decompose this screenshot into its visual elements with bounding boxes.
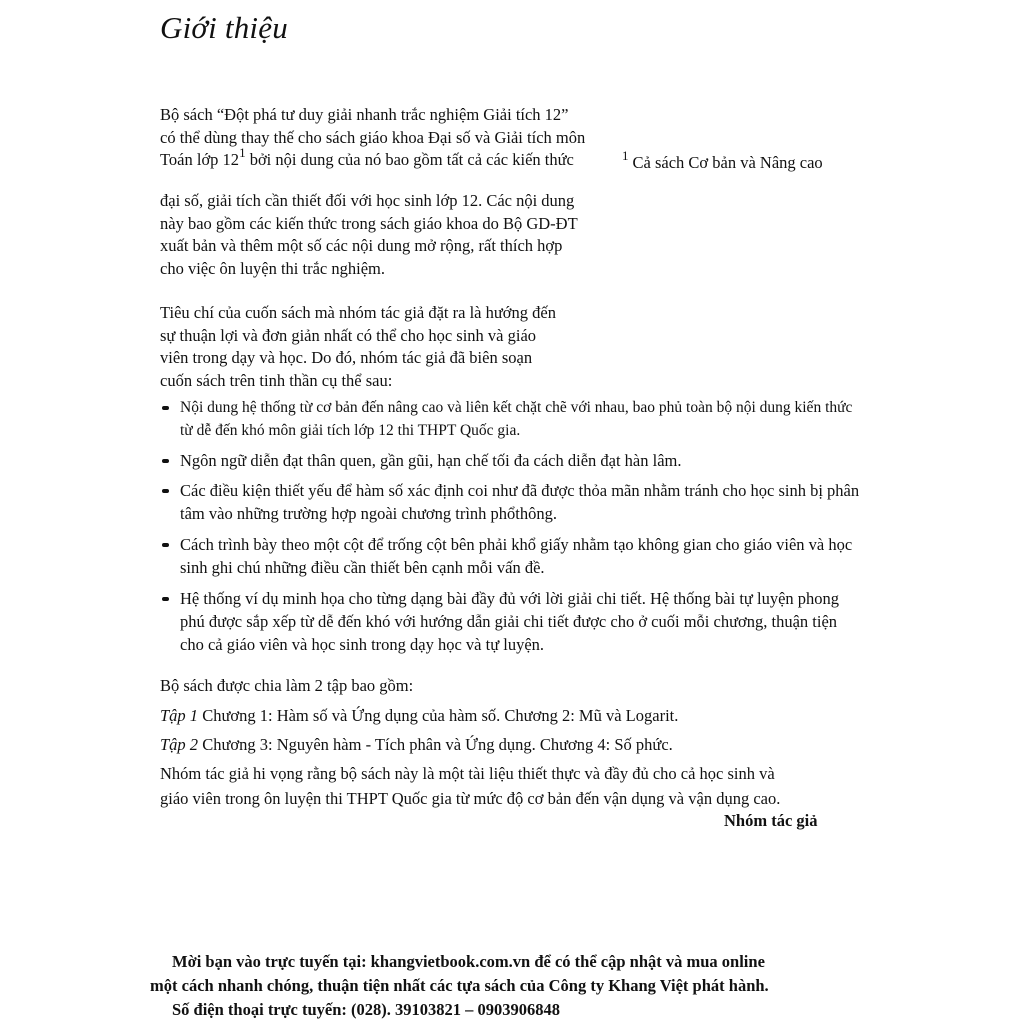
list-item: Các điều kiện thiết yếu để hàm số xác định coi như đã được thỏa mãn nhằm tránh cho học sinh bị phân tâm vào những trường hợp ngoài chương trình phổthông. — [160, 479, 860, 525]
intro-line: xuất bản và thêm một số các nội dung mở rộng, rất thích hợp — [160, 236, 563, 255]
bullet-icon — [162, 406, 169, 410]
list-item: Hệ thống ví dụ minh họa cho từng dạng bài đầy đủ với lời giải chi tiết. Hệ thống bài tự luyện phong phú được sắp xếp từ dễ đến khó với hướng dẫn giải chi tiết được cho ở cuối mỗi chương, thuận tiện cho cả giáo viên và học sinh trong dạy học và tự luyện. — [160, 587, 860, 656]
volume-1-label: Tập 1 — [160, 706, 199, 725]
volume-1 — [160, 705, 678, 727]
intro-line: Toán lớp 12$^1$ bởi nội dung của nó bao gồm tất cả các kiến thức — [160, 145, 574, 169]
bullet-icon — [162, 489, 169, 493]
criteria-paragraph — [160, 302, 632, 392]
intro-line: có thể dùng thay thế cho sách giáo khoa Đại số và Giải tích môn — [160, 127, 586, 147]
criteria-line: viên trong dạy và học. Do đó, nhóm tác giả đã biên soạn — [160, 348, 533, 367]
footer-line: Mời bạn vào trực tuyến tại: khangvietbook.com.vn để có thể cập nhật và mua online — [172, 952, 765, 971]
list-item: Nội dung hệ thống từ cơ bản đến nâng cao và liên kết chặt chẽ với nhau, bao phủ toàn bộ nội dung kiến thức từ dễ đến khó môn giải tích lớp 12 thi THPT Quốc gia. — [160, 396, 860, 442]
footer — [150, 950, 880, 1022]
intro-paragraph-continued — [160, 190, 632, 280]
footer-phone: Số điện thoại trực tuyến: (028). 39103821 – 0903906848 — [172, 1000, 561, 1019]
footnote — [622, 148, 823, 174]
footnote-reference[interactable]: 1 — [239, 145, 246, 160]
volume-2 — [160, 734, 673, 756]
closing-line: giáo viên trong ôn luyện thi THPT Quốc gia từ mức độ cơ bản đến vận dụng và vận dụng cao. — [160, 789, 781, 808]
list-item: Cách trình bày theo một cột để trống cột bên phải khổ giấy nhằm tạo không gian cho giáo viên và học sinh ghi chú những điều cần thiết bên cạnh mỗi vấn đề. — [160, 533, 860, 579]
intro-line: cho việc ôn luyện thi trắc nghiệm. — [160, 258, 385, 278]
intro-line: này bao gồm các kiến thức trong sách giáo khoa do Bộ GD-ĐT — [160, 213, 578, 233]
criteria-line: cuốn sách trên tinh thần cụ thể sau: — [160, 370, 393, 390]
signature: Nhóm tác giả — [724, 811, 818, 830]
volumes-intro: Bộ sách được chia làm 2 tập bao gồm: — [160, 676, 414, 695]
criteria-line: Tiêu chí của cuốn sách mà nhóm tác giả đặt ra là hướng đến — [160, 303, 556, 322]
volume-2-label: Tập 2 — [160, 735, 199, 754]
bullet-icon — [162, 459, 169, 463]
volume-1-text: Chương 1: Hàm số và Ứng dụng của hàm số. Chương 2: Mũ và Logarit. — [198, 706, 679, 725]
intro-line: Bộ sách “Đột phá tư duy giải nhanh trắc nghiệm Giải tích 12” — [160, 105, 569, 124]
intro-paragraph — [160, 104, 632, 172]
intro-line: đại số, giải tích cần thiết đối với học sinh lớp 12. Các nội dung — [160, 191, 575, 210]
footnote-marker: 1 — [622, 148, 629, 163]
bullet-icon — [162, 597, 169, 601]
page-title: Giới thiệu — [160, 10, 288, 45]
closing-line: Nhóm tác giả hi vọng rằng bộ sách này là một tài liệu thiết thực và đầy đủ cho cả học sinh và — [160, 764, 775, 783]
bullet-icon — [162, 543, 169, 547]
closing-paragraph — [160, 763, 780, 810]
criteria-bullet-list — [160, 396, 860, 656]
footnote-text: Cả sách Cơ bản và Nâng cao — [632, 153, 823, 172]
list-item: Ngôn ngữ diễn đạt thân quen, gần gũi, hạn chế tối đa cách diễn đạt hàn lâm. — [160, 449, 860, 472]
footer-line: một cách nhanh chóng, thuận tiện nhất các tựa sách của Công ty Khang Việt phát hành. — [150, 976, 769, 995]
volume-2-text: Chương 3: Nguyên hàm - Tích phân và Ứng dụng. Chương 4: Số phức. — [198, 735, 673, 754]
criteria-line: sự thuận lợi và đơn giản nhất có thể cho học sinh và giáo — [160, 325, 537, 345]
